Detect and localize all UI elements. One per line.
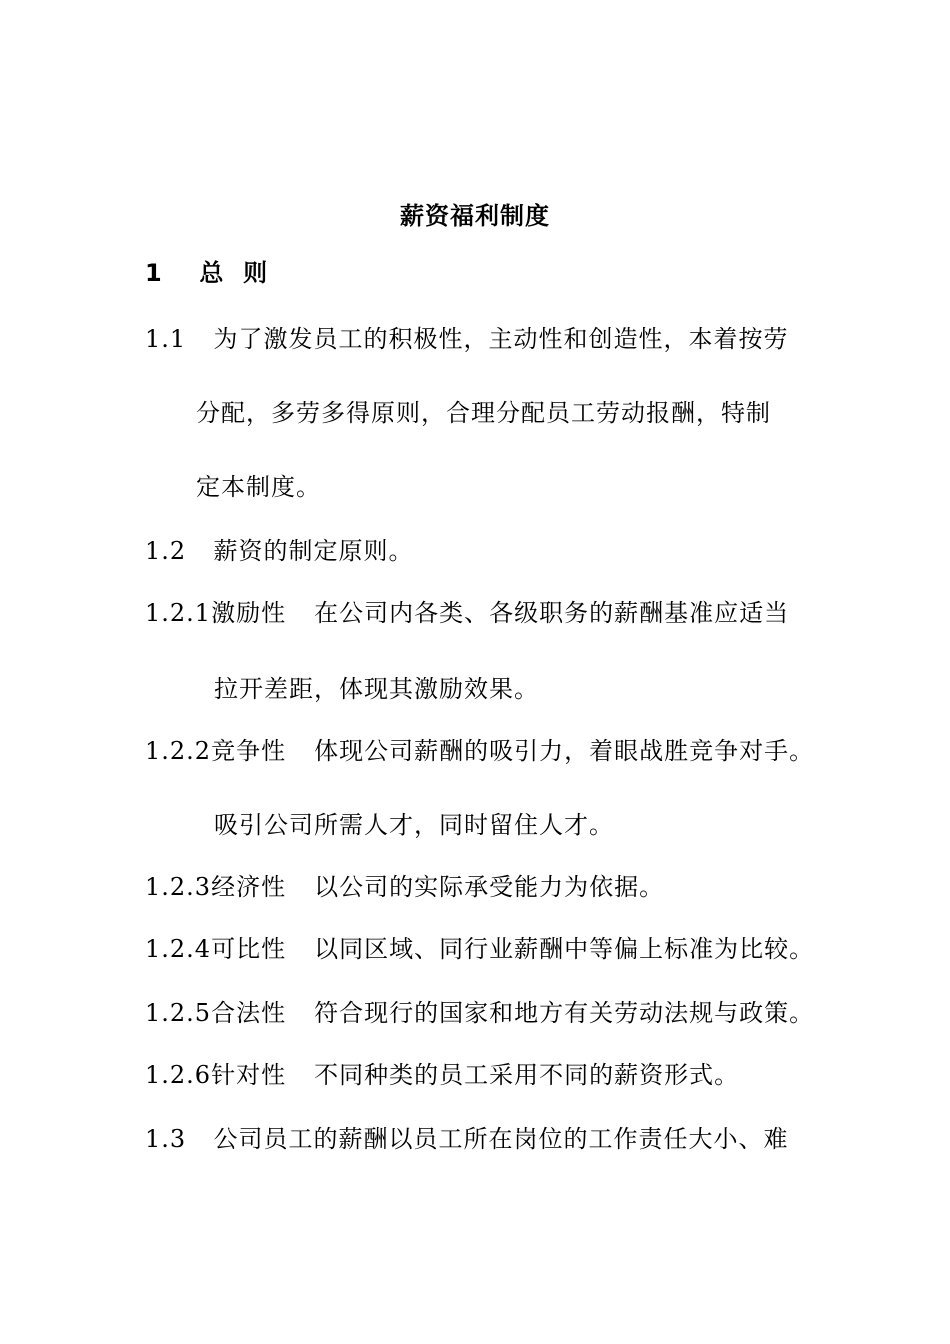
paragraph-1-2-2-line-2: 吸引公司所需人才，同时留住人才。 xyxy=(214,811,614,839)
principle-label: 竞争性 xyxy=(211,737,287,765)
paragraph-number: 1.2.2 xyxy=(145,737,212,765)
section-number: 1 xyxy=(145,259,163,287)
section-heading xyxy=(145,258,268,288)
paragraph-1-2-2-line-1 xyxy=(145,736,814,766)
paragraph-text: 薪资的制定原则。 xyxy=(213,537,414,565)
paragraph-1-2-6 xyxy=(145,1060,739,1090)
paragraph-text: 不同种类的员工采用不同的薪资形式。 xyxy=(314,1061,740,1089)
paragraph-text: 在公司内各类、各级职务的薪酬基准应适当 xyxy=(314,599,790,627)
paragraph-text: 公司员工的薪酬以员工所在岗位的工作责任大小、难 xyxy=(213,1125,789,1153)
paragraph-text: 符合现行的国家和地方有关劳动法规与政策。 xyxy=(314,999,815,1027)
paragraph-1-2-5 xyxy=(145,998,814,1028)
paragraph-text: 以公司的实际承受能力为依据。 xyxy=(314,873,665,901)
paragraph-1-1-line-3: 定本制度。 xyxy=(196,473,321,501)
paragraph-number: 1.2.5 xyxy=(145,999,212,1027)
paragraph-1-2-1-line-1 xyxy=(145,598,789,628)
section-heading-text: 总 则 xyxy=(199,259,269,287)
paragraph-text: 以同区域、同行业薪酬中等偏上标准为比较。 xyxy=(314,935,815,963)
paragraph-number: 1.2.3 xyxy=(145,873,212,901)
principle-label: 合法性 xyxy=(211,999,287,1027)
paragraph-number: 1.1 xyxy=(145,325,187,353)
paragraph-1-2-4 xyxy=(145,934,814,964)
paragraph-number: 1.2.4 xyxy=(145,935,212,963)
paragraph-1-2-3 xyxy=(145,872,664,902)
paragraph-1-1-line-1 xyxy=(145,324,788,354)
principle-label: 经济性 xyxy=(211,873,287,901)
document-title: 薪资福利制度 xyxy=(400,202,550,230)
paragraph-number: 1.3 xyxy=(145,1125,187,1153)
paragraph-number: 1.2.6 xyxy=(145,1061,212,1089)
principle-label: 针对性 xyxy=(211,1061,287,1089)
paragraph-text: 体现公司薪酬的吸引力，着眼战胜竞争对手。 xyxy=(314,737,815,765)
principle-label: 激励性 xyxy=(211,599,287,627)
paragraph-1-2-1-line-2: 拉开差距，体现其激励效果。 xyxy=(214,675,539,703)
principle-label: 可比性 xyxy=(211,935,287,963)
paragraph-text: 为了激发员工的积极性，主动性和创造性，本着按劳 xyxy=(213,325,789,353)
paragraph-number: 1.2.1 xyxy=(145,599,212,627)
paragraph-number: 1.2 xyxy=(145,537,187,565)
paragraph-1-3-line-1 xyxy=(145,1124,788,1154)
paragraph-1-2 xyxy=(145,536,413,566)
paragraph-1-1-line-2: 分配，多劳多得原则，合理分配员工劳动报酬，特制 xyxy=(196,399,771,427)
